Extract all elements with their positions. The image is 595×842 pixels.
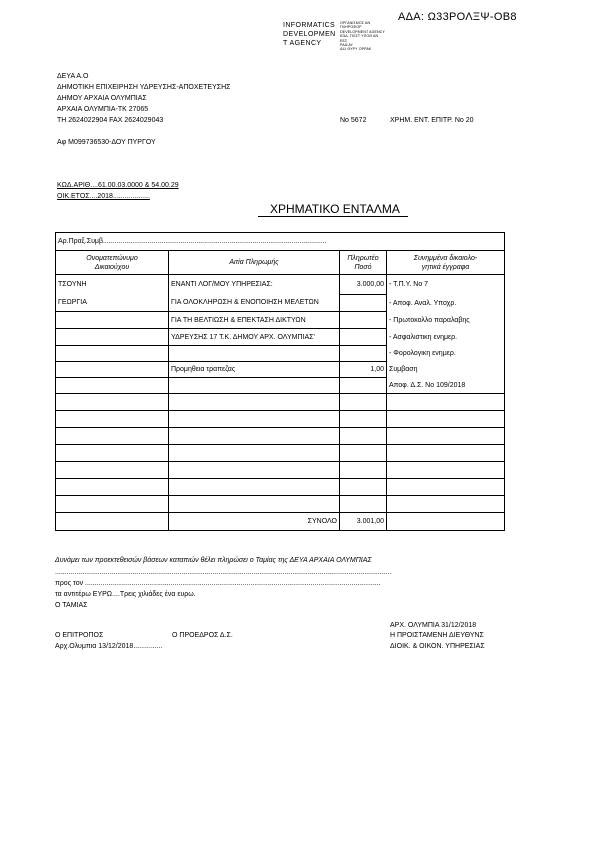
cell-cause: ΓΙΑ ΟΛΟΚΛΗΡΩΣΗ & ΕΝΟΠΟΙΗΣΗ ΜΕΛΕΤΩΝ	[169, 295, 340, 312]
ada-code: ΑΔΑ: Ω33ΡΟΛΞΨ-ΟΒ8	[398, 11, 517, 23]
cell-amount	[340, 295, 387, 312]
cell-doc: Συμβαση	[387, 362, 505, 378]
account-code: ΚΩΔ.ΑΡΙΘ....61.00.03.0000 & 54.00.29	[57, 182, 179, 189]
table-row-empty	[56, 462, 505, 479]
issuer-line: ΔΗΜΟΥ ΑΡΧΑΙΑ ΟΛΥΜΠΙΑΣ	[57, 95, 147, 102]
logo-small-line: ΟΡΓΑΝΙΣΜΟΣ ΑΝ	[340, 21, 371, 25]
cell-cause	[169, 346, 340, 362]
cell-name	[56, 378, 169, 394]
agency-logo-subtext	[340, 21, 385, 52]
amount-in-words: τα αντιτέρω ΕΥΡΩ....Τρεις χιλιάδες ένα ευρω.	[55, 591, 196, 598]
sign-date: Αρχ.Ολυμπια 13/12/2018...............	[55, 643, 163, 650]
cell-doc: - Ασφαλιστικη ενημερ.	[387, 329, 505, 346]
reference-number: Νο 5672	[340, 117, 367, 124]
issuer-line: ΔΗΜΟΤΙΚΗ ΕΠΙΧΕΙΡΗΣΗ ΥΔΡΕΥΣΗΣ-ΑΠΟΧΕΤΕΥΣΗΣ	[57, 84, 231, 91]
cell-amount	[340, 312, 387, 329]
table-row-empty	[56, 479, 505, 496]
issuer-line: ΑΡΧΑΙΑ ΟΛΥΜΠΙΑ-ΤΚ 27065	[57, 106, 149, 113]
cell-cause: Προμηθεια τραπεζας	[169, 362, 340, 378]
issuer-line: ΔΕΥΑ Α.Ο	[57, 73, 89, 80]
table-row	[56, 346, 505, 362]
cell-doc: - Φορολογικη ενημερ.	[387, 346, 505, 362]
header-documents: Συνημμένα δικαιολο- γητικά έγγραφα	[387, 251, 505, 275]
fiscal-year: ΟΙΚ.ΕΤΟΣ....2018...................	[57, 193, 150, 200]
cell-amount: 1,00	[340, 362, 387, 378]
header-amount: Πληρωτέο Ποσό	[340, 251, 387, 275]
cell-name	[56, 346, 169, 362]
table-row	[56, 378, 505, 394]
logo-small-line: DEVELOPMENT AGENCY	[340, 29, 385, 34]
cell-doc: - Πρωτοκολλο παραλαβης	[387, 312, 505, 329]
cell-amount: 3.000,00	[340, 275, 387, 295]
title-underline	[258, 216, 408, 217]
president-label: Ο ΠΡΟΕΔΡΟΣ Δ.Σ.	[172, 632, 233, 639]
cell-name: ΓΕΩΡΓΙΑ	[56, 295, 169, 312]
authorization-text: Δυνάμει των προεκτεθεισών βάσεων καταπιών θέλει πληρώσει ο Ταμίας της ΔΕΥΑ ΑΡΧΑΙΑ ΟΛΥΜΠΙΑΣ	[55, 557, 372, 564]
logo-line: T AGENCY	[283, 40, 322, 47]
cell-amount	[340, 378, 387, 394]
committee-number: ΧΡΗΜ. ΕΝΤ. ΕΠΙΤΡ. Νο 20	[390, 117, 474, 124]
cell-doc: Αποφ. Δ.Σ. Νο 109/2018	[387, 378, 505, 394]
table-row	[56, 329, 505, 346]
table-row	[56, 295, 505, 312]
payee-line: προς τον ........................................................................................................................................................	[55, 580, 381, 587]
table-row-empty	[56, 394, 505, 411]
cell-cause: ΓΙΑ ΤΗ ΒΕΛΤΙΩΣΗ & ΕΠΕΚΤΑΣΗ ΔΙΚΤΥΩΝ	[169, 312, 340, 329]
logo-small-line: ΡΑΑ:ΑΥ	[340, 43, 354, 48]
commissioner-label: Ο ΕΠΙΤΡΟΠΟΣ	[55, 632, 104, 639]
table-row	[56, 312, 505, 329]
logo-line: INFORMATICS	[283, 22, 336, 29]
cell-doc: - Τ.Π.Υ. Νο 7	[387, 275, 505, 295]
payment-table	[55, 232, 505, 531]
cell-cause	[169, 378, 340, 394]
dotted-line: .............................................................................................................................................................................	[55, 569, 392, 576]
cell-name	[56, 312, 169, 329]
table-header	[56, 251, 505, 275]
cell-cause: ΕΝΑΝΤΙ ΛΟΓ/ΜΟΥ ΥΠΗΡΕΣΙΑΣ:	[169, 275, 340, 295]
cashier-label: Ο ΤΑΜΙΑΣ	[55, 602, 88, 609]
director-title: Η ΠΡΟΙΣΤΑΜΕΝΗ ΔΙΕΥΘΥΝΣ	[390, 632, 484, 639]
total-row	[56, 513, 505, 531]
logo-small-line: Αλλ ΘΥΡΥ ΟΡΡΑΚ	[340, 47, 372, 52]
table-row	[56, 275, 505, 295]
header-beneficiary: Ονοματεπώνυμο Δικαιούχου	[56, 251, 169, 275]
table-row-empty	[56, 411, 505, 428]
director-dept: ΔΙΟΙΚ. & ΟΙΚΟΝ. ΥΠΗΡΕΣΙΑΣ	[390, 643, 485, 650]
contract-ref: Αρ.Πραξ.Συμβ...................................................................................................................	[56, 233, 505, 251]
cell-name: ΤΣΟΥΝΗ	[56, 275, 169, 295]
place-date: ΑΡΧ. ΟΛΥΜΠΙΑ 31/12/2018	[390, 622, 477, 629]
cell-name	[56, 329, 169, 346]
table-row	[56, 362, 505, 378]
issuer-afm: Αφ Μ099736530-ΔΟΥ ΠΥΡΓΟΥ	[57, 139, 156, 146]
table-row-empty	[56, 496, 505, 513]
cell-amount	[340, 329, 387, 346]
table-row-empty	[56, 428, 505, 445]
total-label: ΣΥΝΟΛΟ	[169, 513, 340, 531]
cell-doc: - Αποφ. Αναλ. Υποχρ.	[387, 295, 505, 312]
logo-small-line: ΠΛΗΡΟΦΟΡ	[340, 25, 362, 30]
cell-cause: ΥΔΡΕΥΣΗΣ 17 Τ.Κ. ΔΗΜΟΥ ΑΡΧ. ΟΛΥΜΠΙΑΣ'	[169, 329, 340, 346]
header-cause: Αιτία Πληρωμής	[169, 251, 340, 275]
cell-name	[56, 362, 169, 378]
agency-logo-text	[283, 21, 336, 48]
total-amount: 3.001,00	[340, 513, 387, 531]
issuer-phone: ΤΗ 2624022904 FAX 2624029043	[57, 117, 164, 124]
cell-amount	[340, 346, 387, 362]
logo-small-line: ΕΕΣ	[340, 38, 348, 43]
logo-line: DEVELOPMEN	[283, 31, 336, 38]
logo-small-line: ΚΩΔ. ΠΟΣΤ ΥΠΟΘ ΑΝ	[340, 34, 379, 39]
table-row-empty	[56, 445, 505, 462]
page-title: ΧΡΗΜΑΤΙΚΟ ΕΝΤΑΛΜΑ	[270, 202, 400, 216]
